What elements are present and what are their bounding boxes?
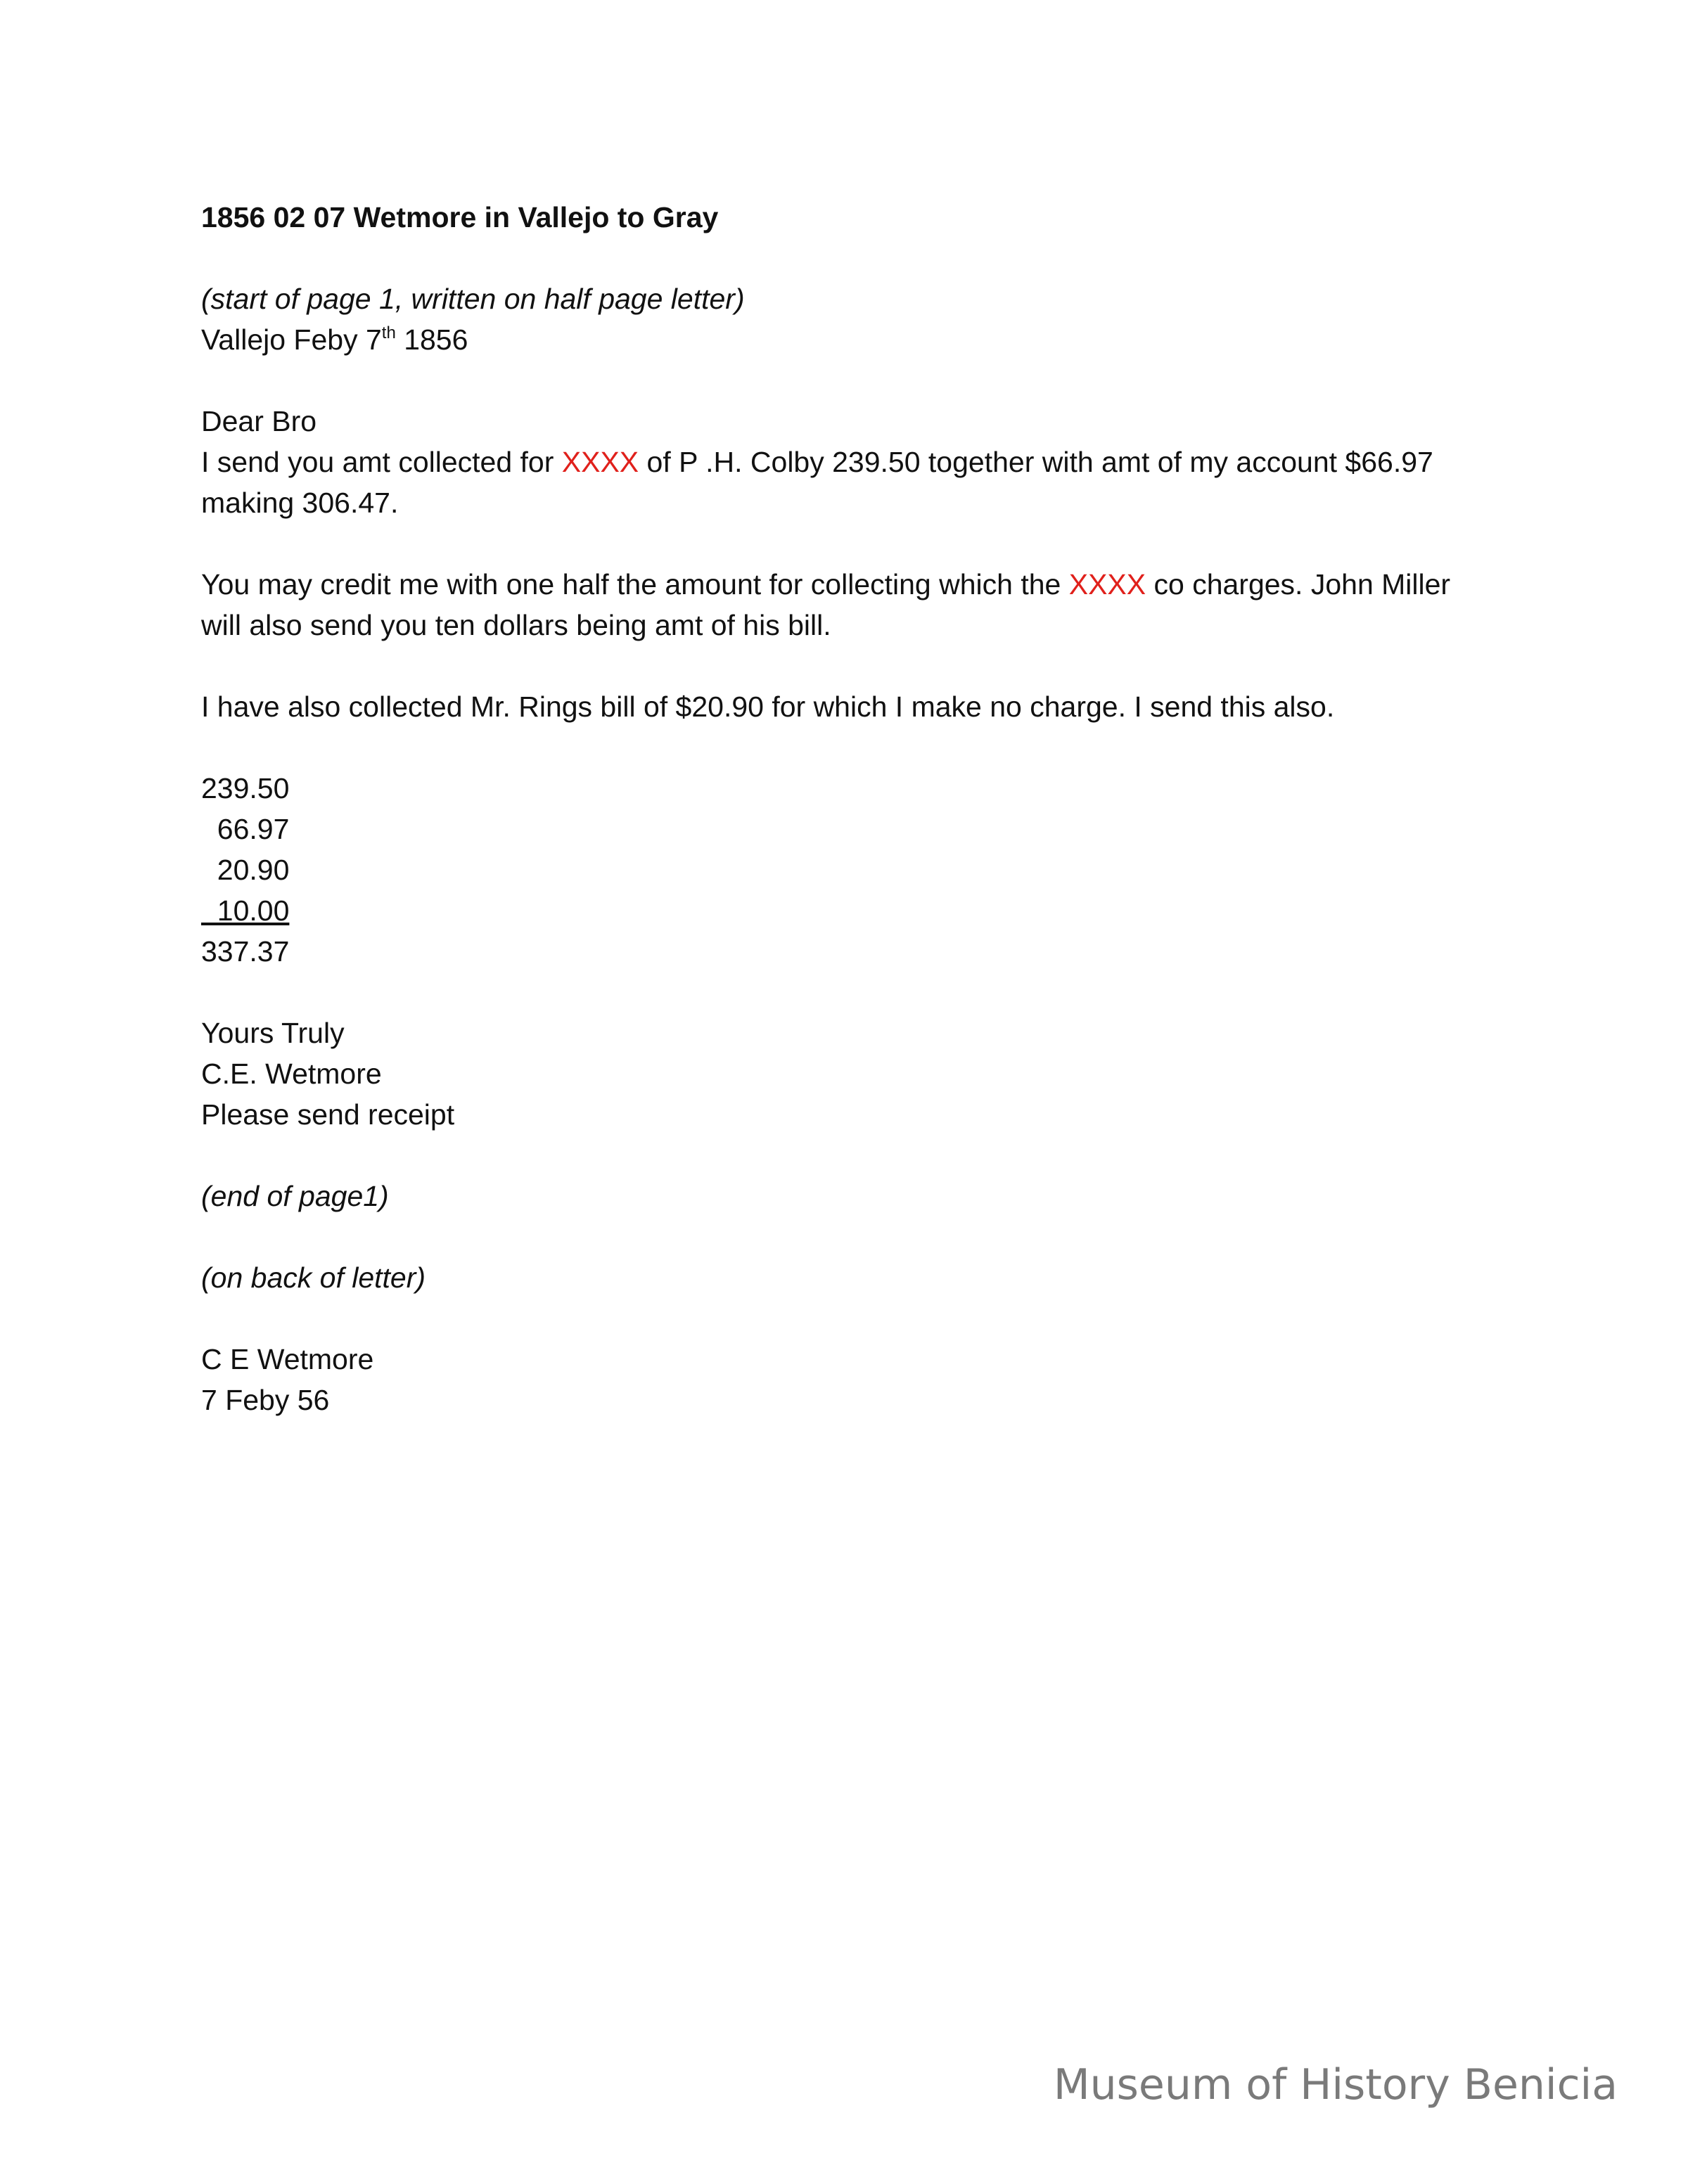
spacer	[201, 360, 1467, 401]
letter-transcription	[201, 197, 1467, 1420]
back-name: C E Wetmore	[201, 1343, 374, 1375]
postscript: Please send receipt	[201, 1098, 455, 1131]
note-back: (on back of letter)	[201, 1261, 426, 1294]
redacted-text: XXXX	[1068, 568, 1146, 600]
dateline-prefix: Vallejo Feby 7	[201, 323, 382, 356]
back-date: 7 Feby 56	[201, 1384, 330, 1416]
paragraph-2-part-1: You may credit me with one half the amount for collecting which the	[201, 568, 1069, 600]
sum-line: 66.97	[201, 813, 290, 845]
sum-line: 239.50	[201, 772, 290, 804]
spacer	[201, 238, 1467, 278]
spacer	[201, 1216, 1467, 1257]
dateline-suffix: 1856	[395, 323, 468, 356]
spacer	[201, 523, 1467, 564]
paragraph-3: I have also collected Mr. Rings bill of $20.90 for which I make no charge. I send this also.	[201, 690, 1335, 723]
sum-column	[201, 768, 1467, 972]
museum-watermark: Museum of History Benicia	[1053, 2060, 1618, 2109]
spacer	[201, 645, 1467, 686]
spacer	[201, 972, 1467, 1013]
paragraph-2	[201, 564, 1467, 645]
sum-total: 337.37	[201, 935, 290, 968]
spacer	[201, 1135, 1467, 1176]
paragraph-1	[201, 442, 1467, 523]
note-end: (end of page1)	[201, 1180, 389, 1212]
dateline-sup: th	[381, 323, 396, 342]
document-title: 1856 02 07 Wetmore in Vallejo to Gray	[201, 201, 719, 233]
spacer	[201, 727, 1467, 768]
paragraph-1-part-2: of P .H. Colby 239.50 together with amt of my account $66.97 making 306.47.	[201, 446, 1433, 519]
dateline	[201, 319, 1467, 360]
closing: Yours Truly	[201, 1017, 345, 1049]
note-start: (start of page 1, written on half page letter)	[201, 283, 745, 315]
spacer	[201, 1298, 1467, 1339]
sum-line: 20.90	[201, 854, 290, 886]
salutation: Dear Bro	[201, 405, 317, 437]
paragraph-1-part-1: I send you amt collected for	[201, 446, 562, 478]
redacted-text: XXXX	[561, 446, 639, 478]
sum-line-underlined: 10.00	[201, 894, 290, 927]
paragraph-2-part-2: co charges. John Miller will also send you ten dollars being amt of his bill.	[201, 568, 1451, 641]
signature: C.E. Wetmore	[201, 1058, 382, 1090]
